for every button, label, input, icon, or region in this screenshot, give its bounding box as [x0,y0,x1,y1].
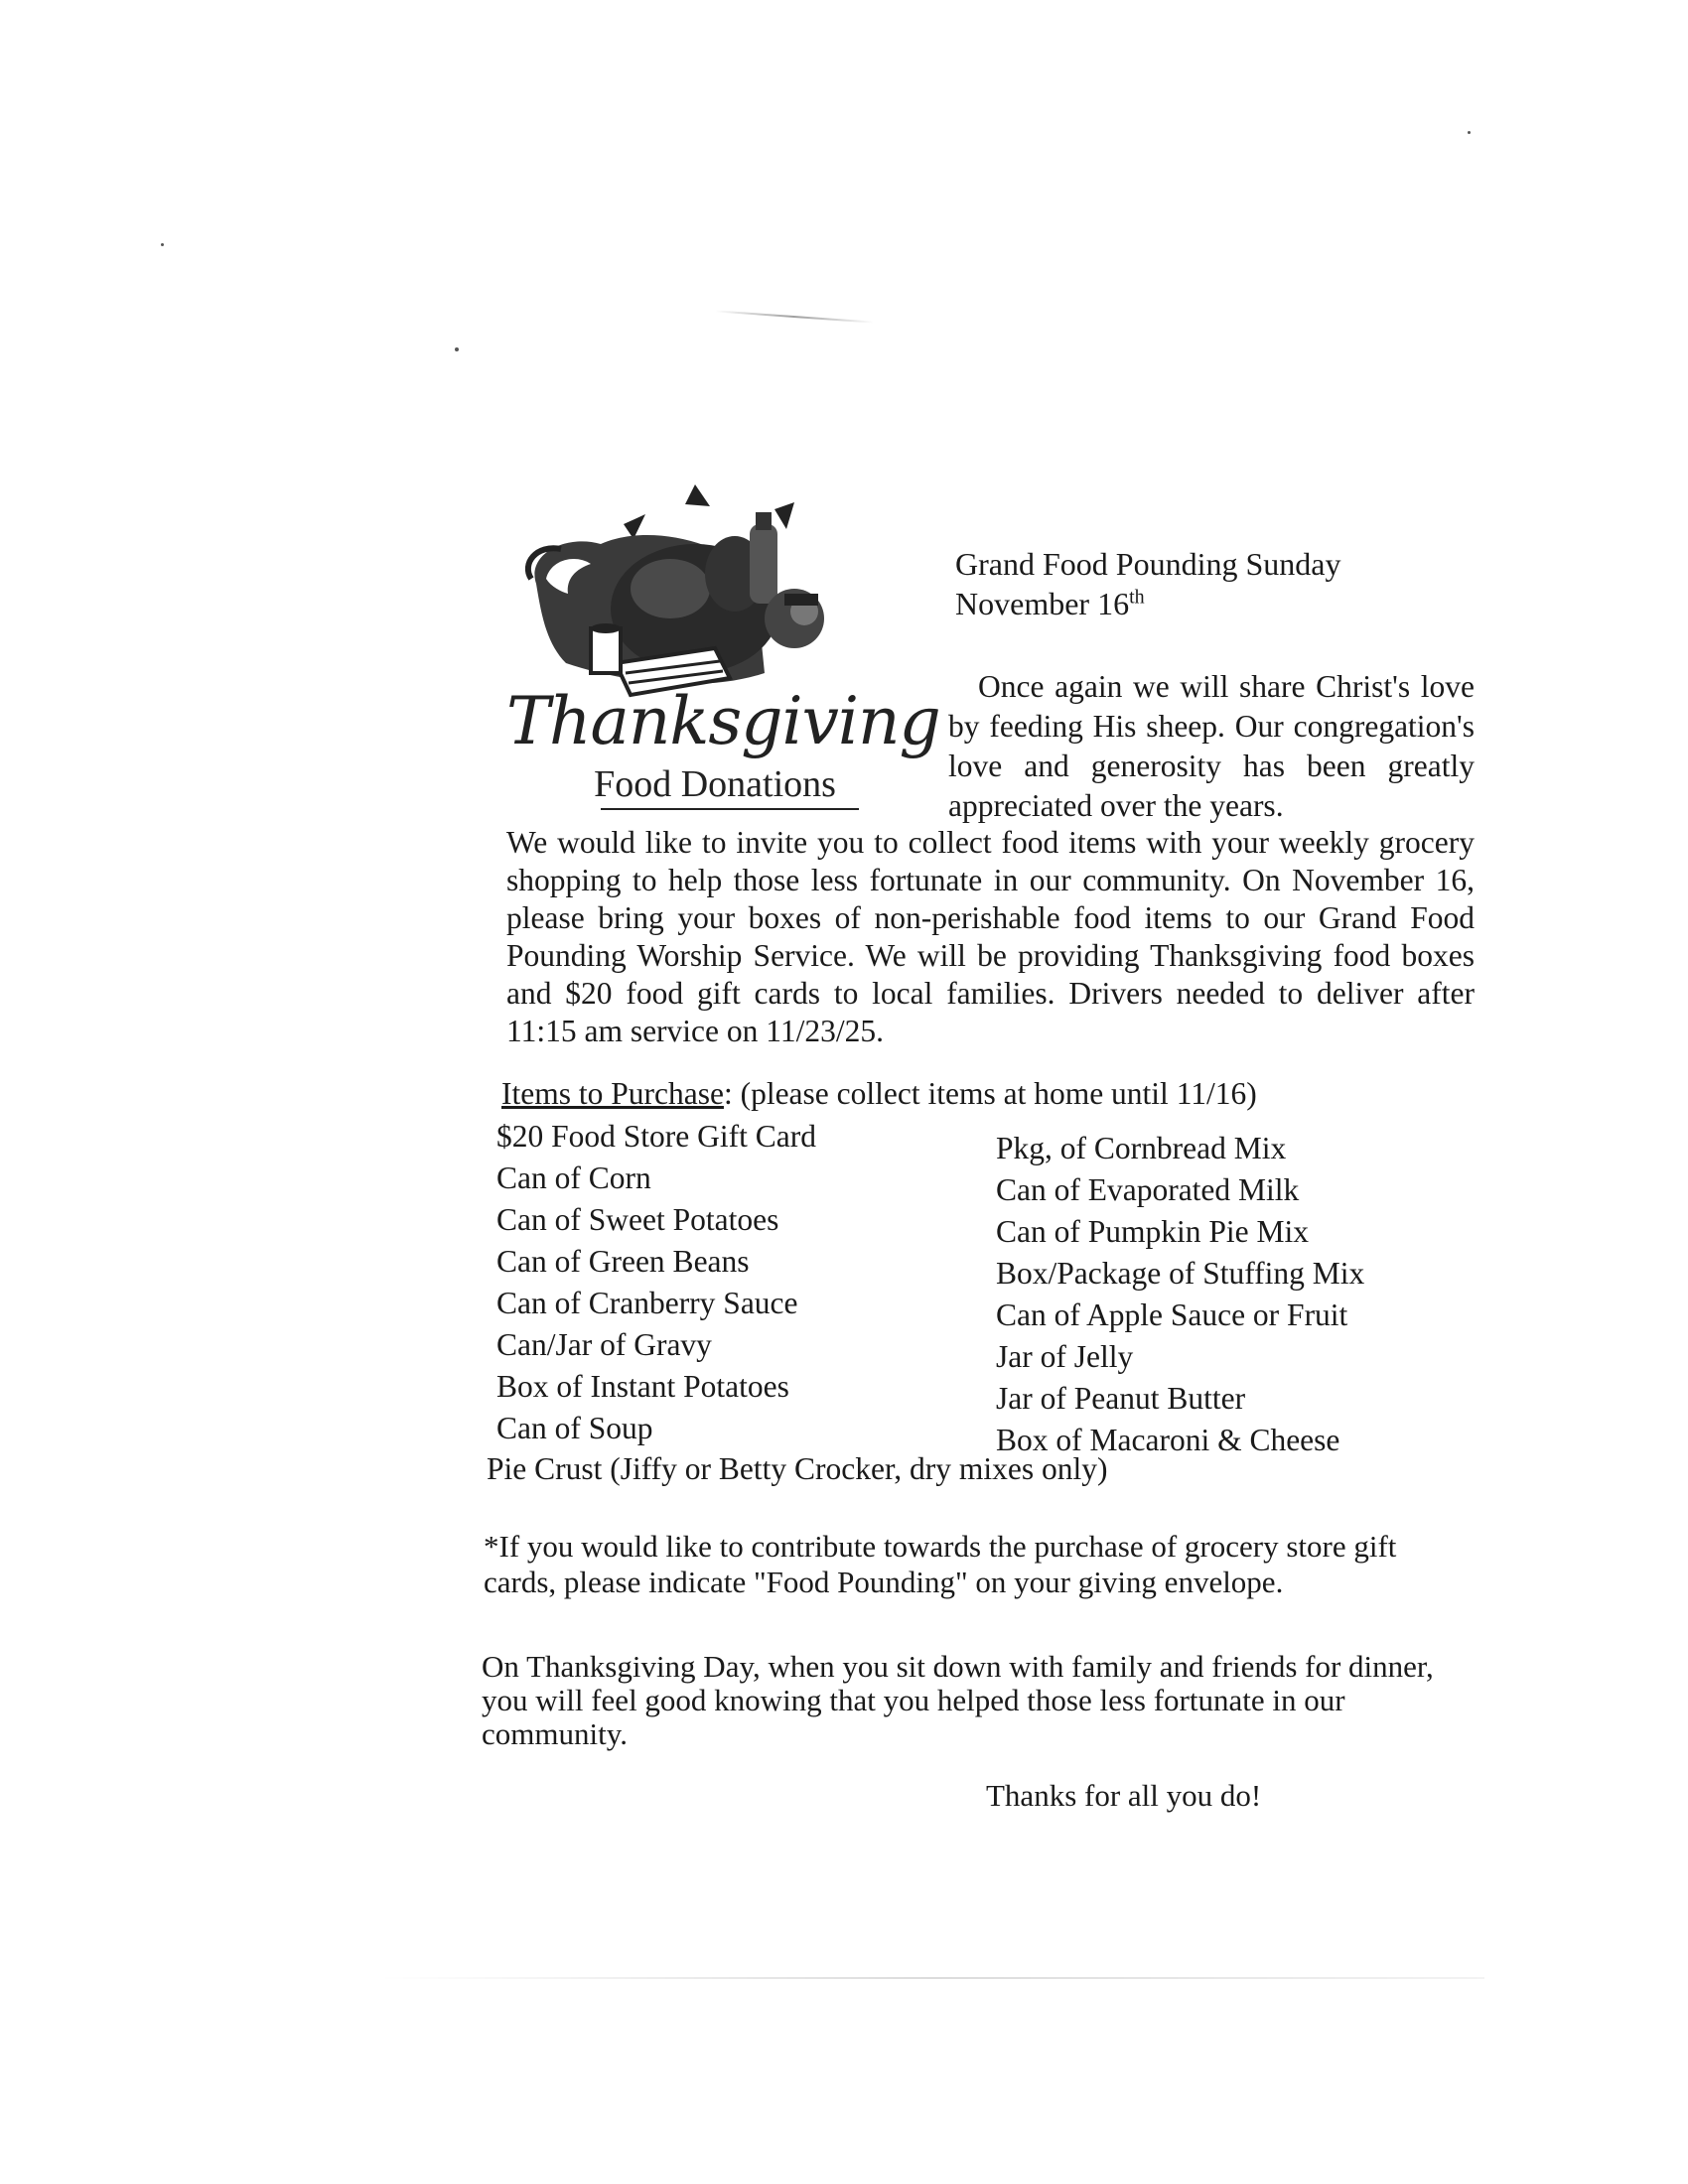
list-item: Pkg, of Cornbread Mix [996,1131,1287,1165]
list-item: Box of Macaroni & Cheese [996,1423,1340,1457]
list-item: Jar of Peanut Butter [996,1381,1246,1416]
list-item-pie-crust: Pie Crust (Jiffy or Betty Crocker, dry mixes only) [487,1451,1108,1486]
scan-speck [1468,131,1471,134]
list-item: Can of Cranberry Sauce [496,1286,798,1320]
event-date-suffix: th [1129,586,1145,609]
event-date [955,584,1340,623]
logo-script-text: Thanksgiving [506,683,940,759]
scan-speck [455,347,459,351]
gift-card-note: *If you would like to contribute towards the purchase of grocery store gift cards, please indicate "Food Pounding" on your giving envelope. [484,1529,1397,1599]
list-item: Can of Apple Sauce or Fruit [996,1297,1348,1332]
items-list-right [996,1128,1364,1461]
thanksgiving-logo [506,484,940,832]
list-item: Can/Jar of Gravy [496,1327,712,1362]
list-item: Can of Sweet Potatoes [496,1202,779,1237]
scan-speck [161,243,164,246]
items-title: Items to Purchase [501,1076,724,1111]
list-item: Can of Green Beans [496,1244,750,1279]
logo-underline [601,808,859,810]
items-heading [501,1074,1257,1114]
closing-paragraph: On Thanksgiving Day, when you sit down with family and friends for dinner, you will feel good knowing that you helped those less fortunate in our community. [482,1649,1434,1751]
event-heading [955,544,1340,623]
event-title: Grand Food Pounding Sunday [955,546,1341,582]
intro-paragraph: Once again we will share Christ's love by feeding His sheep. Our congregation's love and generosity has been greatly appreciated over the years. [948,669,1475,823]
list-item: Can of Pumpkin Pie Mix [996,1214,1310,1249]
list-item: Box of Instant Potatoes [496,1369,789,1404]
items-title-note: : (please collect items at home until 11/16) [723,1076,1257,1111]
list-item: Can of Corn [496,1160,651,1195]
event-date-text: November 16 [955,586,1130,621]
logo-subtitle: Food Donations [594,763,836,805]
list-item: Can of Soup [496,1411,653,1445]
items-list-left [496,1116,816,1449]
list-item: Box/Package of Stuffing Mix [996,1256,1365,1291]
thanks-signoff: Thanks for all you do! [986,1778,1262,1813]
list-item: Can of Evaporated Milk [996,1172,1300,1207]
scan-streak [715,310,874,323]
scan-edge-line [382,1978,1484,1979]
list-item: $20 Food Store Gift Card [496,1119,816,1154]
list-item: Jar of Jelly [996,1339,1134,1374]
invitation-paragraph: We would like to invite you to collect food items with your weekly grocery shopping to help those less fortunate in our community. On November 16, please bring your boxes of non-perishable food items to our Grand Food Pounding Worship Service. We will be providing Thanksgiving food boxes and $20 food gift cards to local families. Drivers needed to deliver after 11:15 am service on 11/23/25. [506,825,1475,1048]
